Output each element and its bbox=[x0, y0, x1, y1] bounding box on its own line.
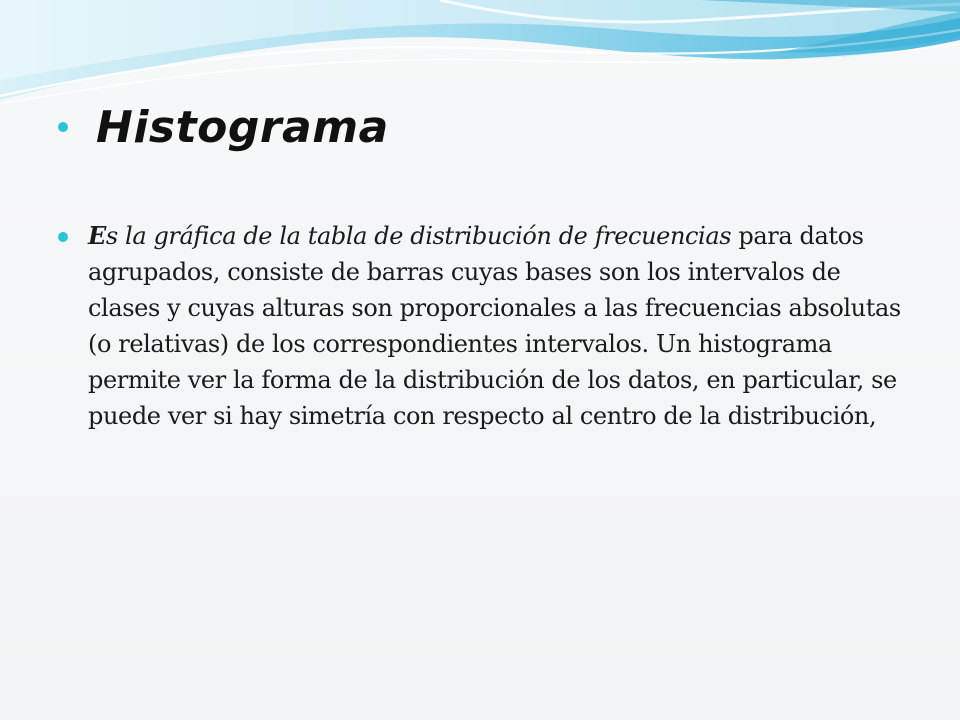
body-bullet-item bbox=[58, 218, 908, 434]
body-first-letter: E bbox=[88, 221, 106, 250]
body-text-rest: para datos agrupados, consiste de barras cuyas bases son los intervalos de clases y cuyas alturas son proporcionales a las frecuencias absolutas (o relativas) de los correspondientes intervalos. Un histograma permite ver la forma de la distribución de los datos, en particular, se puede ver si hay simetría con respecto al centro de la distribución, bbox=[88, 222, 901, 430]
body-paragraph bbox=[88, 218, 908, 434]
body-italic-intro: s la gráfica de la tabla de distribución de frecuencias bbox=[105, 222, 732, 250]
slide-title: Histograma bbox=[96, 101, 389, 153]
title-row bbox=[58, 92, 389, 162]
body-bullet-icon bbox=[58, 232, 68, 242]
title-bullet-icon bbox=[58, 122, 68, 132]
